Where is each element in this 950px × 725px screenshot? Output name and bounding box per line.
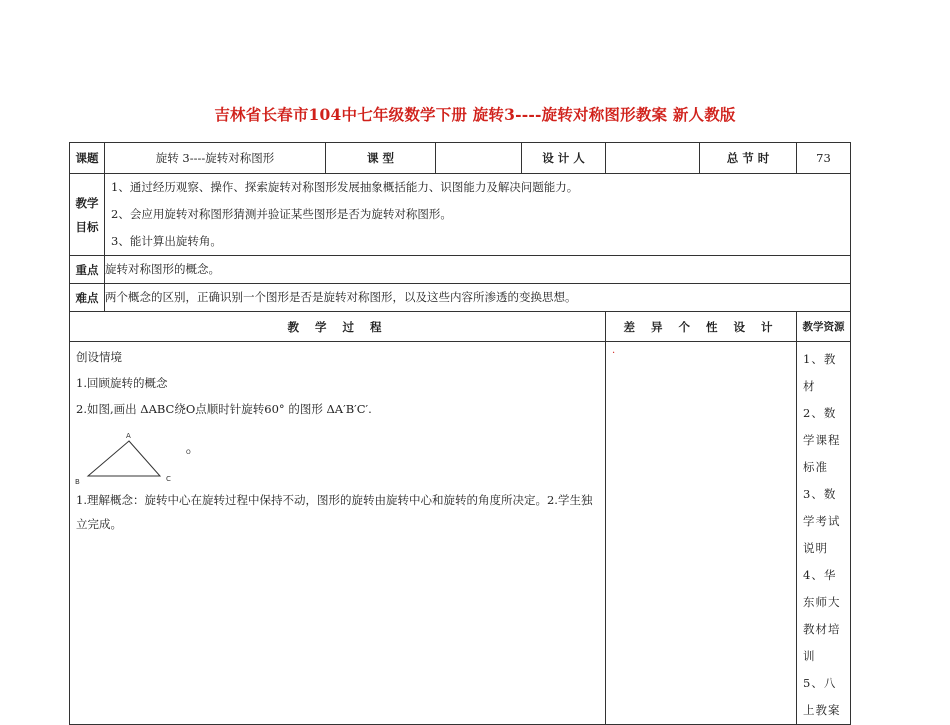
resource-item: 4、华东师大教材培训 [803,568,841,663]
process-question: 2.如图,画出 ΔABC绕O点顺时针旋转60° 的图形 ΔA′B′C′. [76,402,372,416]
process-content [70,342,606,725]
header-row [70,143,851,174]
total-label: 总 节 时 [700,143,797,174]
keti-label: 课题 [70,143,105,174]
resource-item: 1、教材 [803,352,837,393]
resource-item: 5、八上教案 [803,676,841,717]
process-review: 1.回顾旋转的概念 [76,376,168,390]
process-concept: 1.理解概念：旋转中心在旋转过程中保持不动，图形的旋转由旋转中心和旋转的角度所决定。2.学生独立完成。 [76,493,593,531]
document-title: 吉林省长春市104中七年级数学下册 旋转3----旋转对称图形教案 新人教版 [214,105,736,124]
keti-value: 旋转 3----旋转对称图形 [105,143,326,174]
designer-value [606,143,700,174]
lesson-plan-table [69,142,851,725]
difficulty-label: 难点 [70,284,105,312]
objective-item: 3、能计算出旋转角。 [111,234,222,248]
objectives-content [105,174,851,256]
resources-content [797,342,851,725]
total-value: 73 [797,143,851,174]
objective-item: 1、通过经历观察、操作、探索旋转对称图形发展抽象概括能力、识图能力及解决问题能力。 [111,180,579,194]
objectives-label [70,174,105,256]
objectives-row [70,174,851,256]
resource-item: 3、数学考试说明 [803,487,841,555]
kexing-label: 课 型 [326,143,436,174]
rotation-center-label: O [186,449,191,456]
kexing-value [436,143,522,174]
objectives-label-bottom: 目标 [75,219,99,234]
difficulty-row [70,284,851,312]
differentiation-header: 差 异 个 性 设 计 [606,312,797,342]
objectives-label-top: 教学 [75,195,99,210]
differentiation-mark: . [612,345,616,356]
content-row [70,342,851,725]
process-header: 教 学 过 程 [70,312,606,342]
vertex-c-label: C [166,475,171,483]
process-intro: 创设情境 [76,350,122,364]
vertex-b-label: B [75,478,80,486]
key-point-text: 旋转对称图形的概念。 [105,256,851,284]
resources-header: 教学资源 [797,312,851,342]
triangle-figure [70,428,270,486]
key-point-row [70,256,851,284]
section-header-row [70,312,851,342]
vertex-a-label: A [126,432,131,440]
resource-item: 2、数学课程标准 [803,406,841,474]
objective-item: 2、会应用旋转对称图形猜测并验证某些图形是否为旋转对称图形。 [111,207,452,221]
key-point-label: 重点 [70,256,105,284]
difficulty-text: 两个概念的区别，正确识别一个图形是否是旋转对称图形，以及这些内容所渗透的变换思想。 [105,284,851,312]
differentiation-content [606,342,797,725]
designer-label: 设 计 人 [522,143,606,174]
